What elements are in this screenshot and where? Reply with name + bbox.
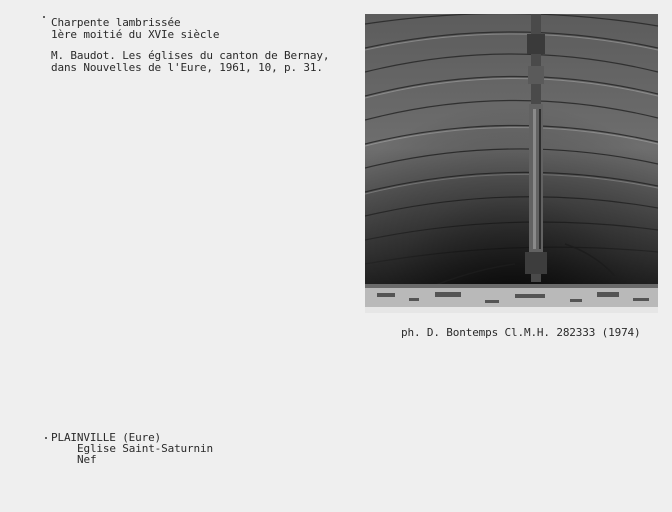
vaulted-ceiling-image <box>365 14 658 313</box>
location-bullet <box>45 437 47 439</box>
ceiling-photo <box>365 14 658 313</box>
photo-credit: ph. D. Bontemps Cl.M.H. 282333 (1974) <box>401 326 641 339</box>
location-place: PLAINVILLE (Eure) <box>51 431 162 444</box>
location-part: Nef <box>77 453 97 466</box>
location-building: Eglise Saint-Saturnin <box>77 442 213 455</box>
subject-line-1: Charpente lambrissée <box>51 16 181 29</box>
reference-line-2: dans Nouvelles de l'Eure, 1961, 10, p. 31. <box>51 61 323 74</box>
reference-line-1: M. Baudot. Les églises du canton de Bernay, <box>51 49 330 62</box>
subject-line-2: 1ère moitié du XVIe siècle <box>51 28 220 41</box>
corner-mark <box>43 16 45 18</box>
